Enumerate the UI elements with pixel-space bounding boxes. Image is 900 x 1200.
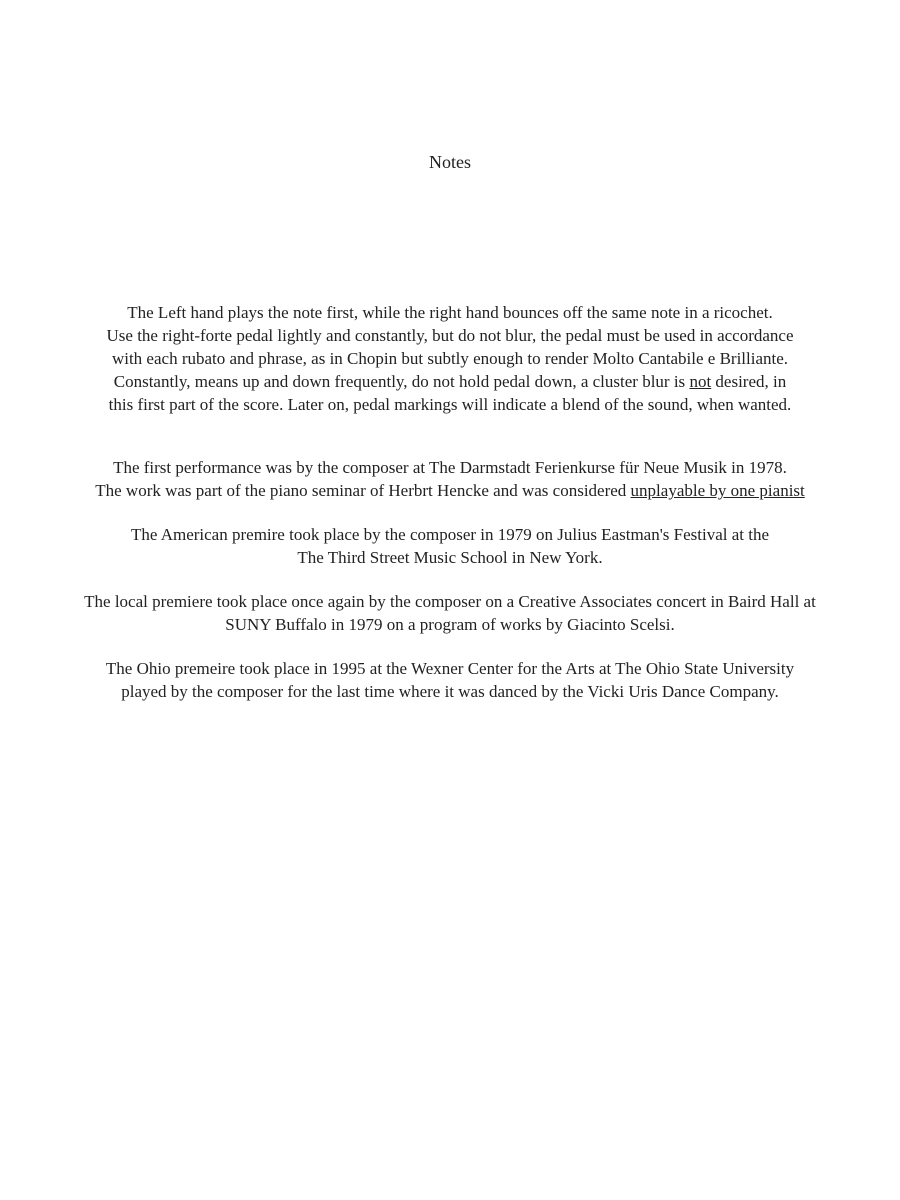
paragraph-line: played by the composer for the last time where it was danced by the Vicki Uris Dance Company. [121,682,779,701]
paragraph-text: desired, in [711,372,787,391]
paragraph-line: The Left hand plays the note first, while the right hand bounces off the same note in a ricochet. [127,303,773,322]
paragraph-line: The first performance was by the composer at The Darmstadt Ferienkurse für Neue Musik in 1978. [113,458,787,477]
underlined-emphasis: unplayable by one pianist [630,481,805,500]
page-title: Notes [429,152,471,172]
american-premiere-paragraph [0,523,900,569]
first-performance-paragraph [0,456,900,502]
pedal-instructions-paragraph [0,301,900,416]
paragraph-line: The American premire took place by the composer in 1979 on Julius Eastman's Festival at the [130,525,770,544]
paragraph-line [0,370,900,393]
paragraph-line: this first part of the score. Later on, pedal markings will indicate a blend of the sound, when wanted. [108,395,792,414]
paragraph-line: The Third Street Music School in New York. [297,548,603,567]
paragraph-line: with each rubato and phrase, as in Chopin but subtly enough to render Molto Cantabile e Brilliante. [111,349,789,368]
paragraph-line: Use the right-forte pedal lightly and constantly, but do not blur, the pedal must be used in accordance [106,326,794,345]
local-premiere-paragraph [0,590,900,636]
paragraph-text: Constantly, means up and down frequently, do not hold pedal down, a cluster blur is [113,372,690,391]
paragraph-line: The local premiere took place once again by the composer on a Creative Associates concert in Baird Hall at [84,592,816,611]
paragraph-line: The Ohio premeire took place in 1995 at the Wexner Center for the Arts at The Ohio State University [105,659,795,678]
paragraph-line [0,479,900,502]
paragraph-line: SUNY Buffalo in 1979 on a program of works by Giacinto Scelsi. [225,615,675,634]
ohio-premiere-paragraph [0,657,900,703]
paragraph-text: The work was part of the piano seminar of Herbrt Hencke and was considered [95,481,631,500]
underlined-emphasis: not [689,372,712,391]
